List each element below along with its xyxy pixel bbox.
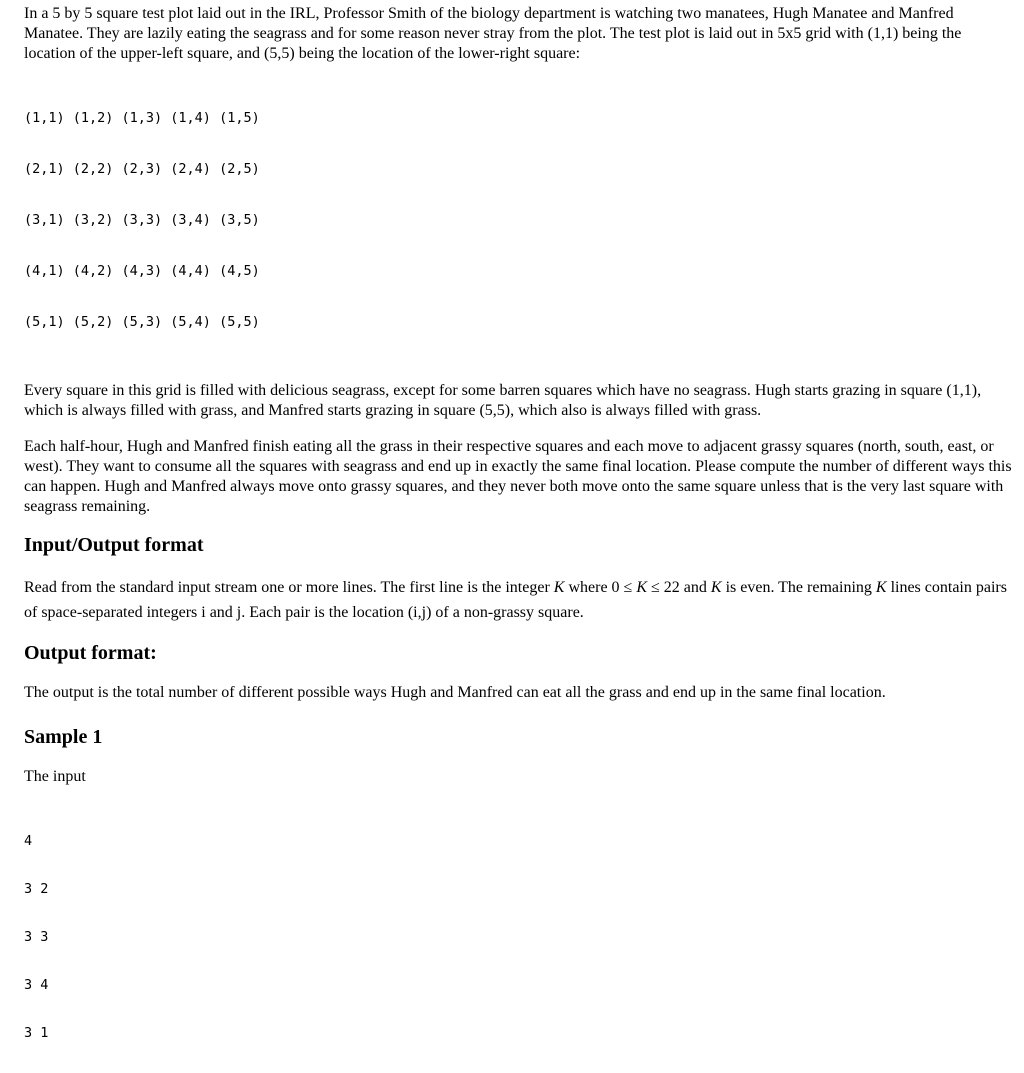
output-format-paragraph: The output is the total number of different possible ways Hugh and Manfred can eat all the grass and end up in the same final location. xyxy=(24,684,886,701)
coordinate-grid xyxy=(24,76,1014,365)
io-text: where xyxy=(564,579,612,596)
grid-row: (3,1) (3,2) (3,3) (3,4) (3,5) xyxy=(24,212,260,228)
intro-paragraph: In a 5 by 5 square test plot laid out in the IRL, Professor Smith of the biology department is watching two manatees, Hugh Manatee and Manfred Manatee. They are lazily eating the seagrass and for some reason never stray from the plot. The test plot is laid out in 5x5 grid with (1,1) being the location of the upper-left square, and (5,5) being the location of the lower-right square: xyxy=(24,5,962,62)
sample-line: 3 2 xyxy=(24,881,49,897)
problem-document xyxy=(24,4,1014,1073)
io-text: Read from the standard input stream one or more lines. The first line is the integer xyxy=(24,579,554,596)
output-format-heading: Output format: xyxy=(24,642,157,664)
grid-row: (1,1) (1,2) (1,3) (1,4) (1,5) xyxy=(24,110,260,126)
math-zero: 0 xyxy=(611,579,620,596)
sample-line: 3 1 xyxy=(24,1025,49,1041)
io-format-heading: Input/Output format xyxy=(24,534,204,556)
the-input-label: The input xyxy=(24,768,86,785)
math-le: ≤ xyxy=(647,579,664,596)
sample-input-block xyxy=(24,801,1014,1073)
movement-paragraph: Each half-hour, Hugh and Manfred finish eating all the grass in their respective squares and each move to adjacent grassy squares (north, south, east, or west). They want to consume all the squares with seagrass and end up in exactly the same final location. Please compute the number of different ways this can happen. Hugh and Manfred always move onto grassy squares, and they never both move onto the same square unless that is the very last square with seagrass remaining. xyxy=(24,438,1012,515)
math-k: K xyxy=(710,579,722,596)
math-22: 22 xyxy=(663,579,680,596)
math-k: K xyxy=(875,579,887,596)
io-text: is even. The remaining xyxy=(721,579,876,596)
seagrass-paragraph: Every square in this grid is filled with delicious seagrass, except for some barren squares which have no seagrass. Hugh starts grazing in square (1,1), which is always filled with grass, and Manfred starts grazing in square (5,5), which also is always filled with grass. xyxy=(24,382,982,419)
io-text: lines contain pairs of space-separated integers i and j. Each pair is the location (i,j) of a non-grassy square. xyxy=(24,579,1007,621)
sample-line: 3 3 xyxy=(24,929,49,945)
grid-row: (4,1) (4,2) (4,3) (4,4) (4,5) xyxy=(24,263,260,279)
io-format-paragraph xyxy=(24,575,1014,625)
sample-heading: Sample 1 xyxy=(24,726,103,748)
math-k: K xyxy=(553,579,565,596)
grid-row: (2,1) (2,2) (2,3) (2,4) (2,5) xyxy=(24,161,260,177)
math-le: ≤ xyxy=(619,579,637,596)
sample-line: 4 xyxy=(24,833,33,849)
io-text: and xyxy=(679,579,711,596)
grid-row: (5,1) (5,2) (5,3) (5,4) (5,5) xyxy=(24,314,260,330)
sample-line: 3 4 xyxy=(24,977,49,993)
math-k: K xyxy=(636,579,647,596)
